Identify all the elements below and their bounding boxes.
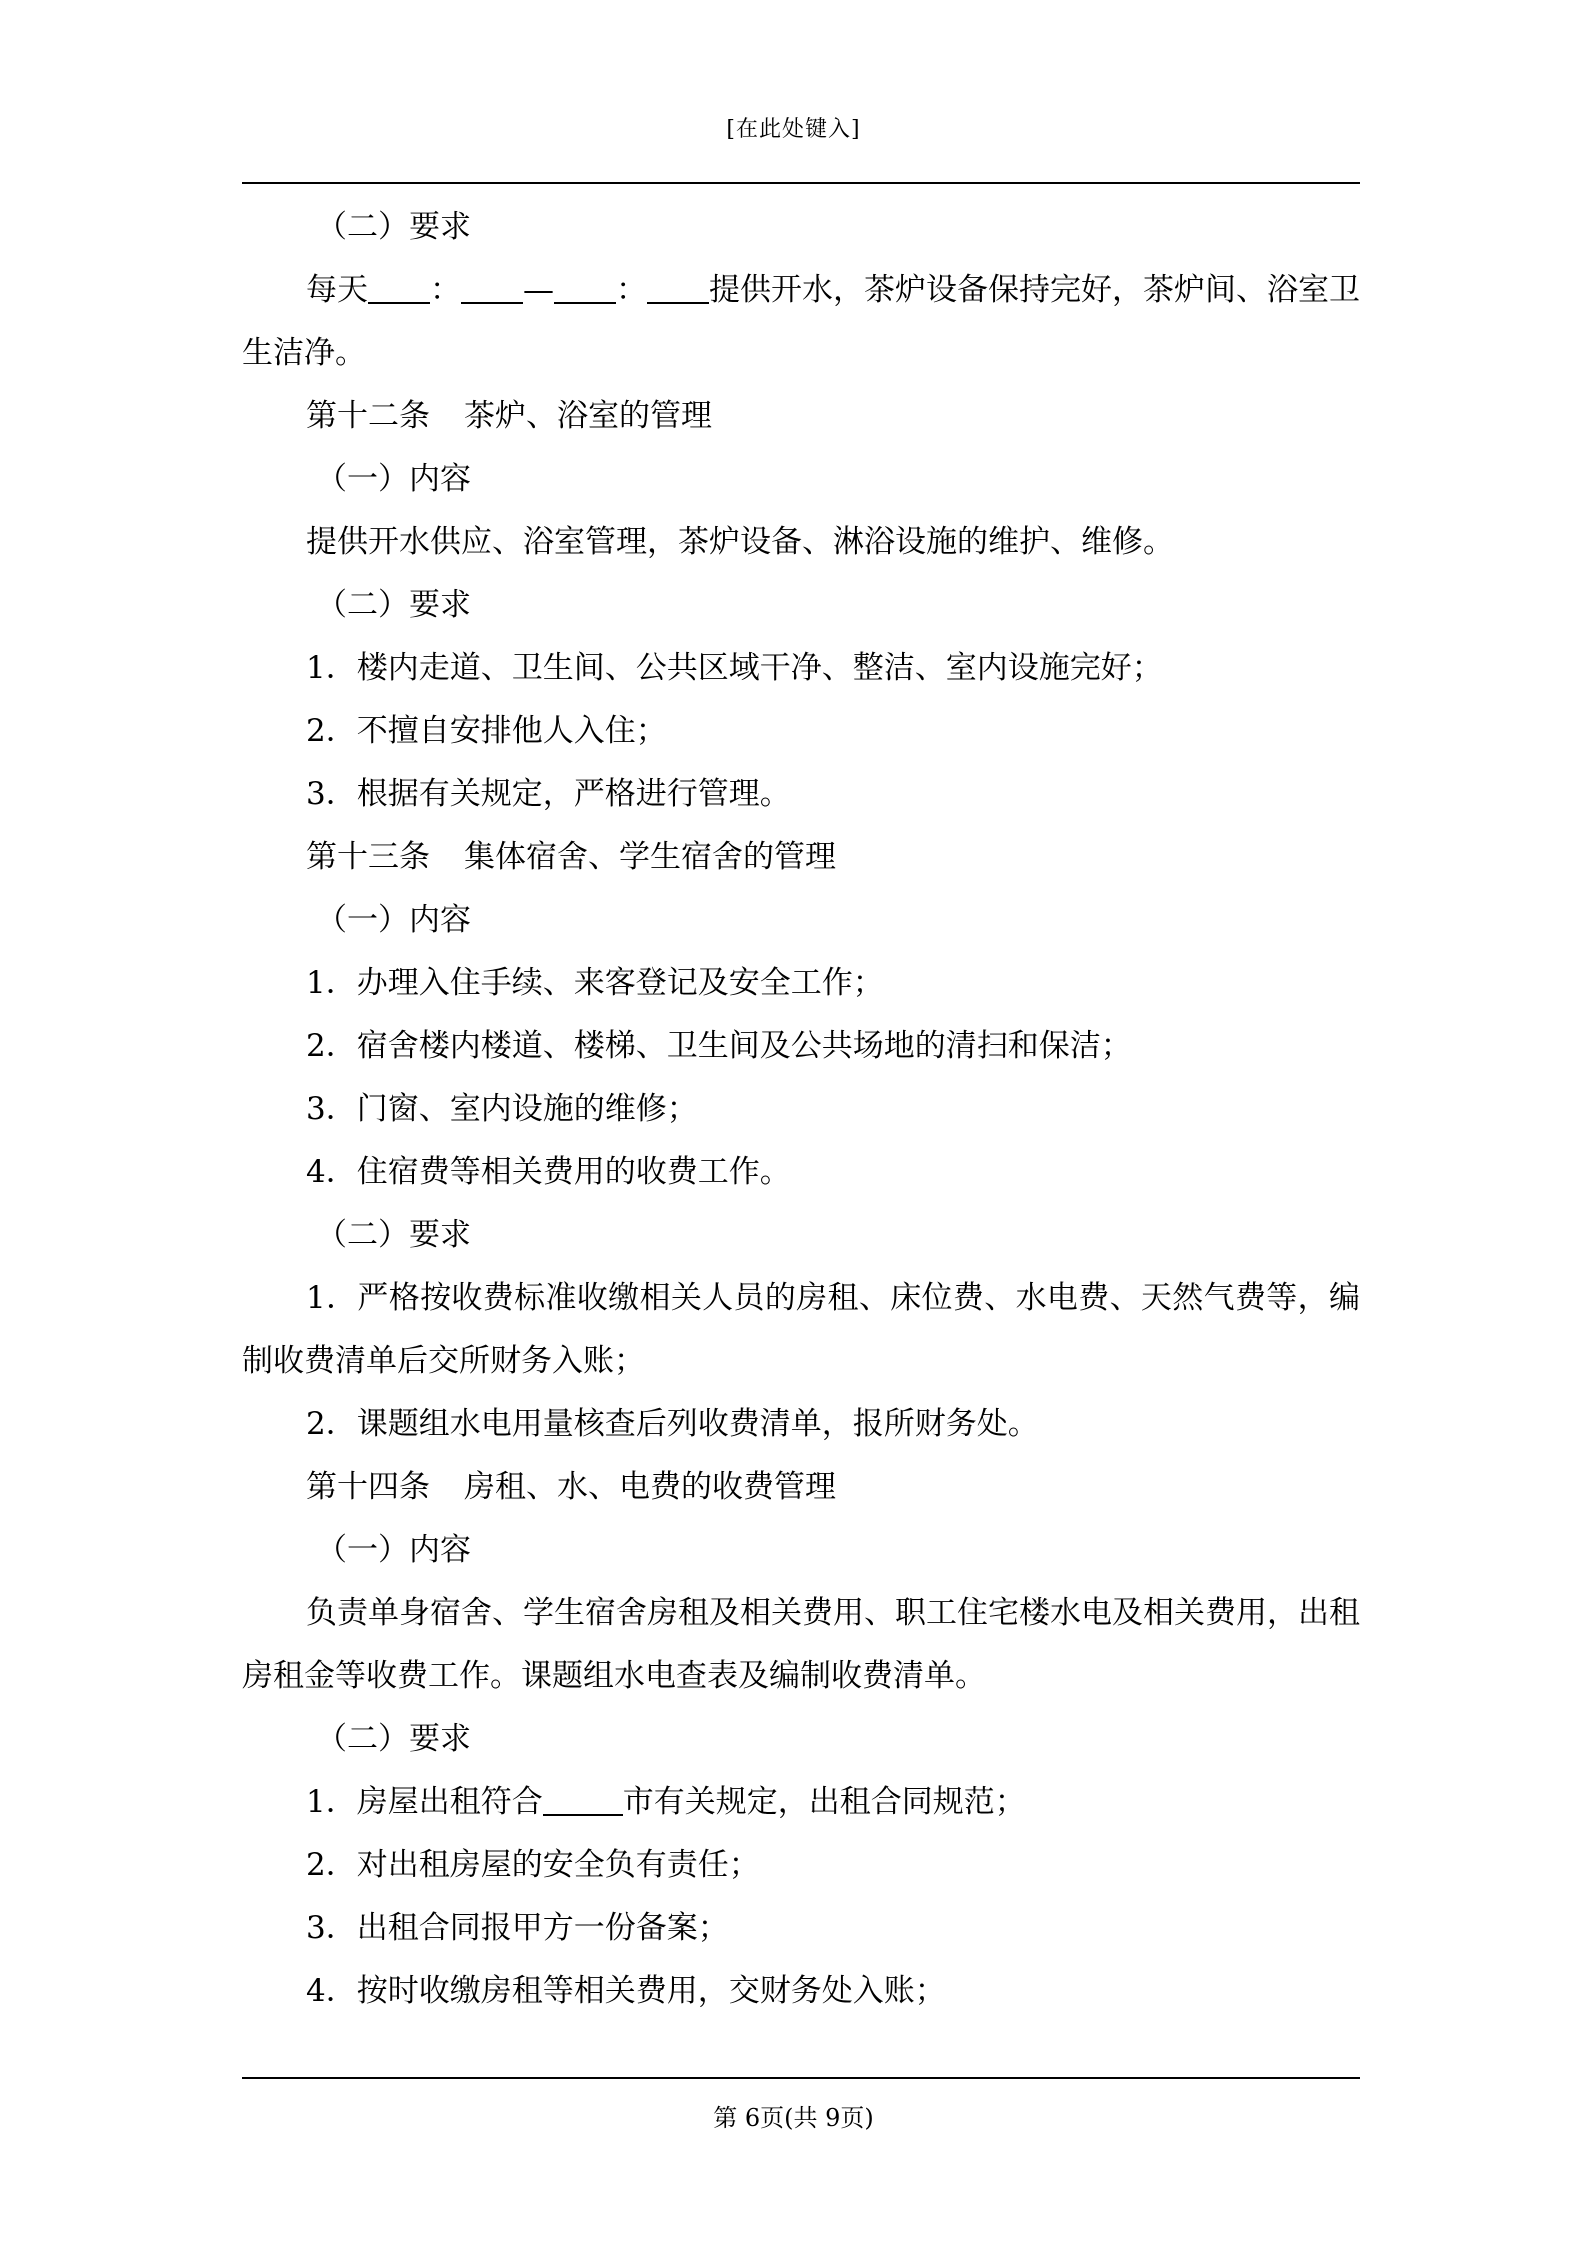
- section-heading: （二）要求: [316, 1721, 471, 1757]
- footer-rule: [242, 2077, 1360, 2079]
- list-item: 2．宿舍楼内楼道、楼梯、卫生间及公共场地的清扫和保洁；: [306, 1028, 1132, 1064]
- section-heading: （一）内容: [316, 461, 471, 497]
- list-item: 3．根据有关规定，严格进行管理。: [306, 776, 791, 812]
- paragraph: 提供开水供应、浴室管理，茶炉设备、淋浴设施的维护、维修。: [306, 524, 1174, 560]
- article-heading: 第十四条 房租、水、电费的收费管理: [306, 1469, 836, 1505]
- section-heading: （一）内容: [316, 902, 471, 938]
- list-item: 2．不擅自安排他人入住；: [306, 713, 667, 749]
- blank-field: [543, 1784, 623, 1816]
- list-item: 2．课题组水电用量核查后列收费清单，报所财务处。: [306, 1406, 1039, 1442]
- list-item: 3．出租合同报甲方一份备案；: [306, 1910, 729, 1946]
- list-item: 1．房屋出租符合 市有关规定，出租合同规范；: [306, 1784, 1026, 1820]
- header-rule: [242, 182, 1360, 184]
- list-item: 4．住宿费等相关费用的收费工作。: [306, 1154, 791, 1190]
- blank-field: [554, 272, 616, 304]
- blank-field: [647, 272, 709, 304]
- blank-field: [368, 272, 430, 304]
- paragraph: 负责单身宿舍、学生宿舍房租及相关费用、职工住宅楼水电及相关费用，出租房租金等收费工作。课题组水电查表及编制收费清单。: [242, 1595, 1360, 1694]
- list-item: 1．办理入住手续、来客登记及安全工作；: [306, 965, 884, 1001]
- article-heading: 第十二条 茶炉、浴室的管理: [306, 398, 712, 434]
- list-item: 1．严格按收费标准收缴相关人员的房租、床位费、水电费、天然气费等，编制收费清单后交所财务入账；: [242, 1280, 1360, 1379]
- paragraph: 每天 ： — ： 提供开水，茶炉设备保持完好，茶炉间、浴室卫生洁净。: [242, 272, 1360, 371]
- section-heading: （二）要求: [316, 1217, 471, 1253]
- list-item: 3．门窗、室内设施的维修；: [306, 1091, 698, 1127]
- list-item: 2．对出租房屋的安全负有责任；: [306, 1847, 760, 1883]
- list-item: 1．楼内走道、卫生间、公共区域干净、整洁、室内设施完好；: [306, 650, 1163, 686]
- section-heading: （一）内容: [316, 1532, 471, 1568]
- list-item: 4．按时收缴房租等相关费用，交财务处入账；: [306, 1973, 946, 2009]
- blank-field: [461, 272, 523, 304]
- section-heading: （二）要求: [316, 209, 471, 245]
- page-number: 第 6页(共 9页): [713, 2104, 874, 2132]
- page-header: [在此处键入]: [726, 117, 861, 142]
- article-heading: 第十三条 集体宿舍、学生宿舍的管理: [306, 839, 836, 875]
- document-body: [242, 196, 1360, 2023]
- section-heading: （二）要求: [316, 587, 471, 623]
